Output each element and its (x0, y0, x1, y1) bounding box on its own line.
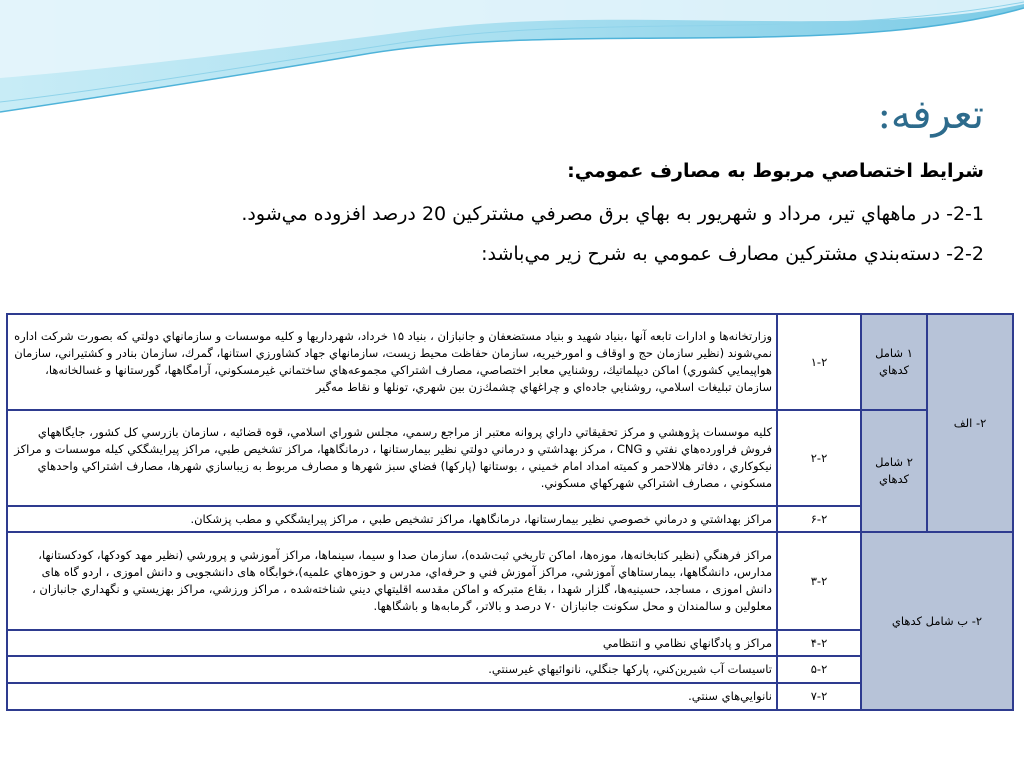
description-cell: مراكز و پادگانهاي نظامي و انتظامي (7, 630, 777, 656)
code-cell: ٢-١ (777, 314, 861, 410)
description-cell: مراكز فرهنگي (نظير كتابخانه‌ها، موزه‌ها، اماكن تاريخي ثبت‌شده)، سازمان صدا و سيما، سينماها، مراكز آموزشي و پرورشي (نظير مهد كودكها، كودكستانها، مدارس، دانشگاهها، بيمارستاهاي آموزشي، مراكز آموزش فني و حرفه‌اي، مدرس و حوزه‌هاي علميه)،خوابگاه هاى دانشجويى و دانش اموزى ، اردو گاه هاى دانش اموزى ، مساجد، حسينيه‌ها، گلزار شهدا ، بقاع متبركه و اماكن مقدسه اقليتهاي ديني شناخته‌شده ، مراكز ورزشي، مراكز بهزيستي و نگهداري جانبازان ، معلولين و سالمندان و محل سكونت جانبازان ٧٠ درصد و بالاتر، گرمابه‌ها و باشگاهها. (7, 532, 777, 630)
description-cell: وزارتخانه‌ها و ادارات تابعه آنها ،بنياد شهيد و بنياد مستضعفان و جانبازان ، بنياد ١۵ خرداد، شهرداريها و كليه موسسات و سازمانهاي دولتي كه بصورت شركت اداره نمي‌شوند (نظير سازمان حج و اوقاف و امورخيريه، سازمان حفاظت محيط زيست، سازمانهاي جهاد كشاورزي استانها، گمرك، سازمان بنادر و كشتيراني، سازمان هواپيمايي كشوري) اماكن ديپلماتيك، روشنايي معابر اختصاصي، مصارف اشتراكي مجموعه‌هاي ساختماني غيرمسكوني، آرامگاهها، گورستانها و غسالخانه‌ها، سازمان تبليغات اسلامي، روشنايي جاده‌اي و چراغهاي چشمك‌زن بين شهري، تونلها و نقاط مه‌گير (7, 314, 777, 410)
slide-title: تعرفه: (877, 92, 984, 138)
paragraph-2-2: 2-2- دسته‌بندي مشتركين مصارف عمومي به شرح زير مي‌باشد: (481, 243, 984, 265)
code-cell: ٢-۴ (777, 630, 861, 656)
group-a-cell: ٢- الف (927, 314, 1013, 532)
table-row (7, 532, 1013, 630)
header-wave-decoration (0, 0, 1024, 130)
code-cell: ٢-۵ (777, 656, 861, 683)
table-row (7, 314, 1013, 410)
code-cell: ٢-٢ (777, 410, 861, 506)
group-a-sub1-cell: ١ شامل كدهاي (861, 314, 927, 410)
code-cell: ٢-٣ (777, 532, 861, 630)
group-b-cell: ٢- ب شامل كدهاي (861, 532, 1013, 710)
paragraph-2-1: 2-1- در ماههاي تير، مرداد و شهريور به بهاي برق مصرفي مشتركين 20 درصد افزوده مي‌شود. (241, 203, 984, 225)
code-cell: ٢-۶ (777, 506, 861, 532)
description-cell: نانوايي‌هاي سنتي. (7, 683, 777, 710)
slide-subtitle: شرايط اختصاصي مربوط به مصارف عمومي: (567, 160, 984, 182)
code-cell: ٢-٧ (777, 683, 861, 710)
group-a-sub2-cell: ٢ شامل كدهاي (861, 410, 927, 532)
description-cell: كليه موسسات پژوهشي و مركز تحقيقاتي داراي پروانه معتبر از مراجع رسمي، مجلس شوراي اسلامي، قوه قضائيه ، سازمان بازرسي كل كشور، جايگاههاي فروش فراورده‌هاي نفتي و CNG ، مركز بهداشتي و درماني دولتي نظير بيمارستانها ، درمانگاهها، مراكز تشخيص طبي، مراكز پيرايشگكي كيله موسسات و مراكز نيكوكاري ، دفاتر هلالاحمر و كميته امداد امام خميني ، بوستانها (پاركها) فضاي سبز شهرها و مصارف مربوط به زيباسازي شهرها، مصارف اشتراكي واحدهاي مسكوني ، مصارف اشتراكي شهركهاي مسكوني. (7, 410, 777, 506)
description-cell: مراكز بهداشتي و درماني خصوصي نظير بيمارستانها، درمانگاهها، مراكز تشخيص طبي ، مراكز پيرايشگكي و مطب پزشكان. (7, 506, 777, 532)
description-cell: تاسيسات آب شيرين‌كني، پاركها جنگلي، نانوائيهاي غيرسنتي. (7, 656, 777, 683)
table-row (7, 410, 1013, 506)
tariff-category-table (6, 313, 1014, 711)
